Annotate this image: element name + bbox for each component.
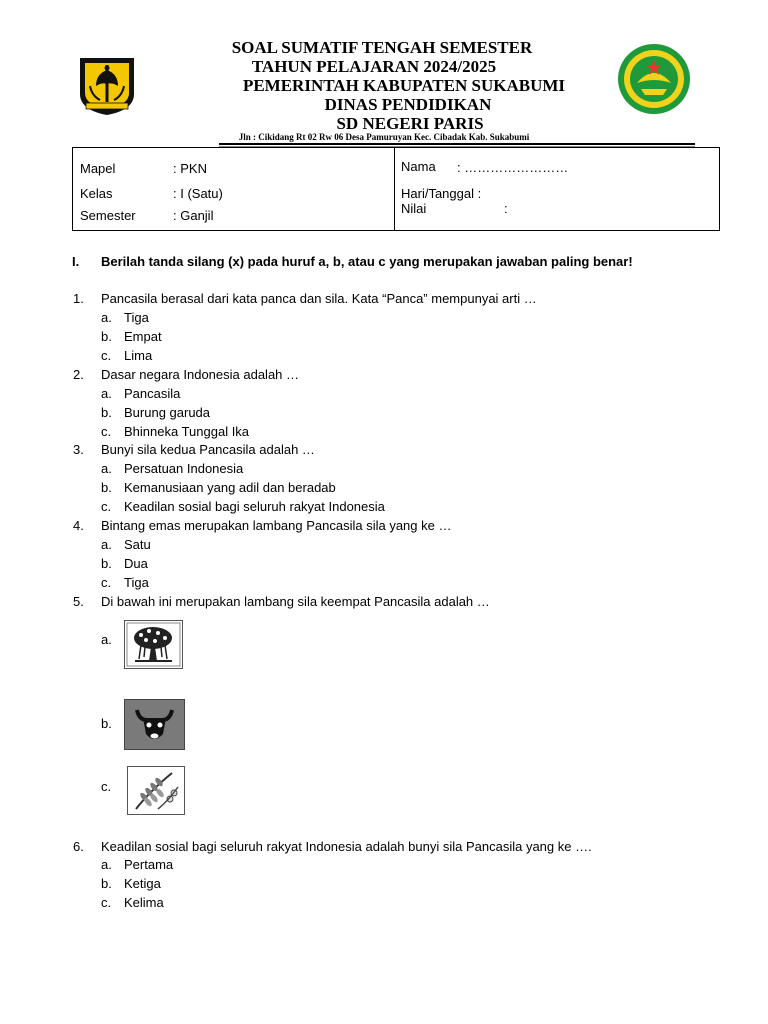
q1-option-a-text: Tiga [124,310,149,325]
mapel-label: Mapel [80,161,116,176]
info-box-divider [394,148,395,230]
question-6-number: 6. [73,839,84,854]
nilai-value: : [504,201,508,216]
q6-option-c-text: Kelima [124,895,164,910]
q4-option-a-text: Satu [124,537,151,552]
q2-option-b-label: b. [101,405,112,420]
q4-option-b-text: Dua [124,556,148,571]
q2-option-b-text: Burung garuda [124,405,211,420]
q4-option-c-text: Tiga [124,575,149,590]
question-6-text: Keadilan sosial bagi seluruh rakyat Indonesia adalah bunyi sila Pancasila yang ke …. [101,839,592,854]
question-2-number: 2. [73,367,84,382]
nama-value: : …………………… [457,160,569,175]
q5-option-c-label: c. [101,779,112,794]
school-logo [617,43,691,115]
question-5-number: 5. [73,594,84,609]
q3-option-c-text: Keadilan sosial bagi seluruh rakyat Indonesia [124,499,385,514]
semester-label: Semester [80,208,136,223]
q2-option-c-text: Bhinneka Tunggal Ika [124,424,250,439]
q1-option-b-label: b. [101,329,112,344]
header-address: Jln : Cikidang Rt 02 Rw 06 Desa Pamuruyan Kec. Cibadak Kab. Sukabumi [238,132,530,142]
question-4-number: 4. [73,518,84,533]
question-3-number: 3. [73,442,84,457]
bull-head-icon [124,699,185,750]
rice-cotton-icon [127,766,185,815]
q5-option-b-label: b. [101,716,112,731]
header-title-line1: SOAL SUMATIF TENGAH SEMESTER [231,38,533,57]
q6-option-c-label: c. [101,895,112,910]
q6-option-b-label: b. [101,876,112,891]
q1-option-c-text: Lima [124,348,153,363]
question-1-number: 1. [73,291,84,306]
question-2-text: Dasar negara Indonesia adalah … [101,367,300,382]
header-title-line5: SD NEGERI PARIS [336,114,484,133]
nilai-label: Nilai [401,201,427,216]
header-title-line4: DINAS PENDIDIKAN [324,95,492,114]
q5-option-a-label: a. [101,632,112,647]
q2-option-c-label: c. [101,424,112,439]
q6-option-b-text: Ketiga [124,876,161,891]
q1-option-c-label: c. [101,348,112,363]
q2-option-a-label: a. [101,386,112,401]
kelas-label: Kelas [80,186,113,201]
mapel-value: : PKN [173,161,207,176]
q3-option-a-text: Persatuan Indonesia [124,461,244,476]
semester-value: : Ganjil [173,208,214,223]
banyan-tree-icon [124,620,183,669]
section-instruction: Berilah tanda silang (x) pada huruf a, b, atau c yang merupakan jawaban paling benar! [101,254,633,269]
student-info-box [72,147,720,231]
q4-option-c-label: c. [101,575,112,590]
hari-tanggal-label: Hari/Tanggal : [401,186,482,201]
q1-option-b-text: Empat [124,329,162,344]
q6-option-a-text: Pertama [124,857,174,872]
question-4-text: Bintang emas merupakan lambang Pancasila sila yang ke … [101,518,452,533]
kelas-value: : I (Satu) [173,186,223,201]
nama-label: Nama [401,159,436,174]
question-3-text: Bunyi sila kedua Pancasila adalah … [101,442,315,457]
q3-option-b-text: Kemanusiaan yang adil dan beradab [124,480,336,495]
q6-option-a-label: a. [101,857,112,872]
q4-option-a-label: a. [101,537,112,552]
q3-option-a-label: a. [101,461,112,476]
section-number: I. [72,254,80,269]
q2-option-a-text: Pancasila [124,386,181,401]
q1-option-a-label: a. [101,310,112,325]
header-title-line2: TAHUN PELAJARAN 2024/2025 [251,57,497,76]
q3-option-b-label: b. [101,480,112,495]
q3-option-c-label: c. [101,499,112,514]
header-title-line3: PEMERINTAH KABUPATEN SUKABUMI [242,76,566,95]
q4-option-b-label: b. [101,556,112,571]
header-rule-thick [219,143,695,145]
question-5-text: Di bawah ini merupakan lambang sila keempat Pancasila adalah … [101,594,490,609]
question-1-text: Pancasila berasal dari kata panca dan sila. Kata “Panca” mempunyai arti … [101,291,537,306]
